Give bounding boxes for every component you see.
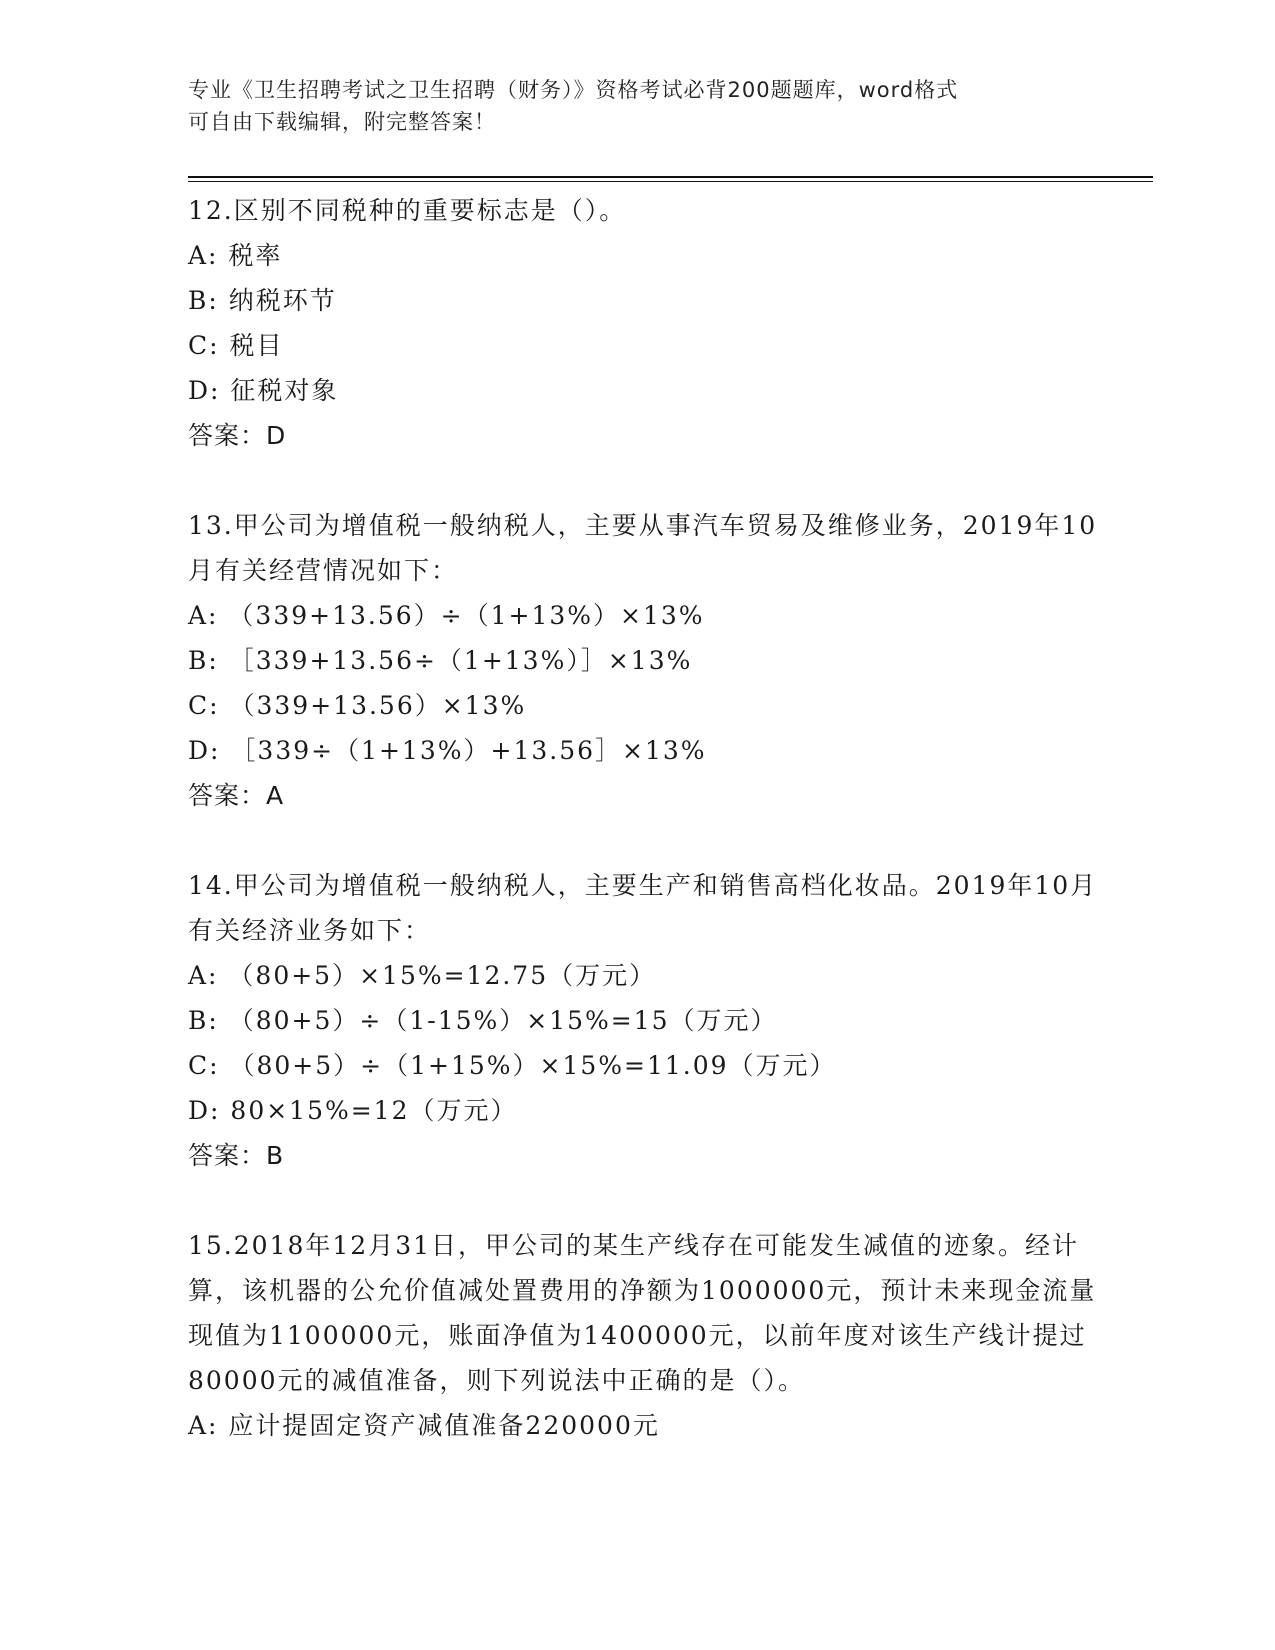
question-13	[188, 503, 1108, 818]
header-line-2: 可自由下载编辑，附完整答案！	[188, 110, 496, 134]
header-divider-thin	[188, 181, 1153, 182]
option-c: C: （80+5）÷（1+15%）×15%=11.09（万元）	[188, 1051, 837, 1080]
question-list	[188, 188, 1108, 1493]
question-14	[188, 863, 1108, 1178]
option-c: C: （339+13.56）×13%	[188, 691, 527, 720]
question-stem: 15.2018年12月31日，甲公司的某生产线存在可能发生减值的迹象。经计算，该机器的公允价值减处置费用的净额为1000000元，预计未来现金流量现值为1100000元，账面净值为1400000元，以前年度对该生产线计提过80000元的减值准备，则下列说法中正确的是（）。	[188, 1231, 1097, 1395]
question-stem: 12.区别不同税种的重要标志是（）。	[188, 196, 627, 225]
option-d: D: 80×15%=12（万元）	[188, 1096, 518, 1125]
question-stem: 13.甲公司为增值税一般纳税人，主要从事汽车贸易及维修业务，2019年10月有关经营情况如下：	[188, 511, 1098, 585]
option-d: D: ［339÷（1+13%）+13.56］×13%	[188, 736, 707, 765]
option-b: B: ［339+13.56÷（1+13%）］×13%	[188, 646, 693, 675]
option-a: A: （80+5）×15%=12.75（万元）	[188, 961, 657, 990]
answer-line: 答案：D	[188, 421, 287, 450]
answer-line: 答案：B	[188, 1141, 285, 1170]
answer-line: 答案：A	[188, 781, 285, 810]
header-line-1: 专业《卫生招聘考试之卫生招聘（财务）》资格考试必背200题题库，word格式	[188, 78, 959, 102]
option-b: B: 纳税环节	[188, 286, 337, 315]
question-15	[188, 1223, 1108, 1448]
question-12	[188, 188, 1108, 458]
document-header	[188, 74, 1068, 138]
option-b: B: （80+5）÷（1-15%）×15%=15（万元）	[188, 1006, 778, 1035]
option-d: D: 征税对象	[188, 376, 339, 405]
option-a: A: 应计提固定资产减值准备220000元	[188, 1411, 660, 1440]
option-c: C: 税目	[188, 331, 284, 360]
option-a: A: 税率	[188, 241, 283, 270]
option-a: A: （339+13.56）÷（1+13%）×13%	[188, 601, 705, 630]
header-divider-thick	[188, 176, 1153, 178]
question-stem: 14.甲公司为增值税一般纳税人，主要生产和销售高档化妆品。2019年10月有关经济业务如下：	[188, 871, 1098, 945]
